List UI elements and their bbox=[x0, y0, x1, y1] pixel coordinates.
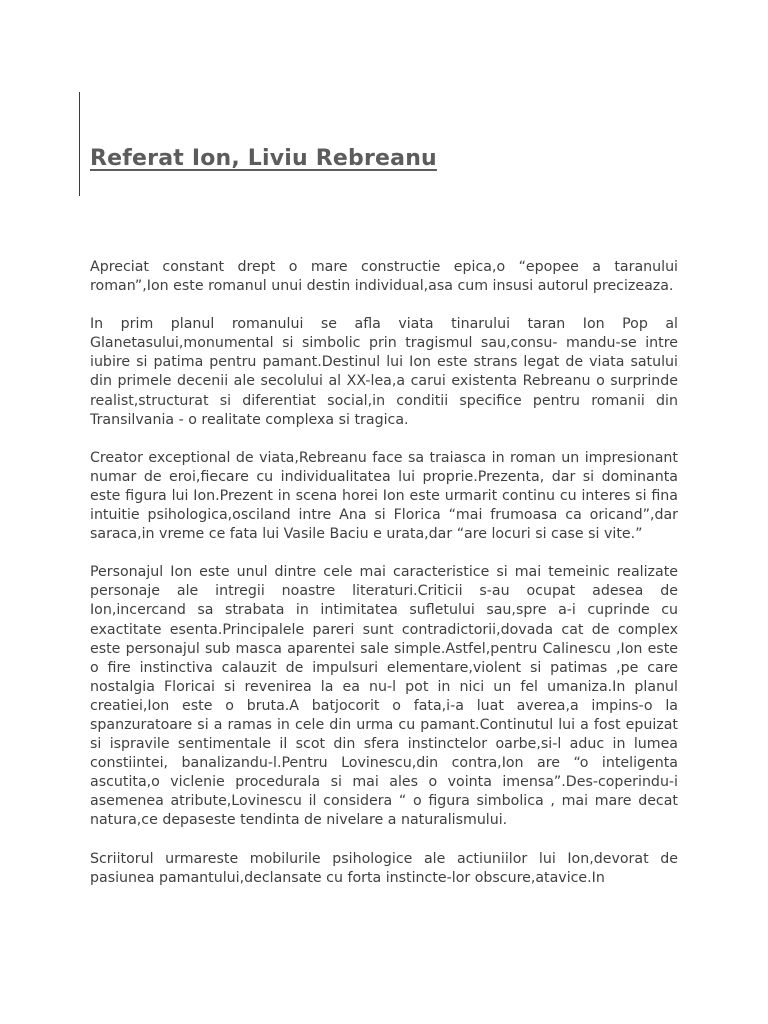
document-body bbox=[90, 258, 678, 907]
document-title: Referat Ion, Liviu Rebreanu bbox=[90, 146, 437, 171]
paragraph-plan: In prim planul romanului se afla viata tinarului taran Ion Pop al Glanetasului,monumental si simbolic prin tragismul sau,consu- mandu-se intre iubire si patima pentru pamant.Destinul lui Ion este strans legat de viata satului din primele decenii ale secolului al XX-lea,a carui existenta Rebreanu o surprinde realist,structurat si diferentiat social,in conditii specifice pentru romanii din Transilvania - o realitate complexa si tragica. bbox=[90, 316, 678, 428]
paragraph-creator: Creator exceptional de viata,Rebreanu face sa traiasca in roman un impresionant numar de eroi,fiecare cu individualitatea lui proprie.Prezenta, dar si dominanta este figura lui Ion.Prezent in scena horei Ion este urmarit continu cu interes si fina intuitie psihologica,osciland intre Ana si Florica “mai frumoasa ca oricand”,dar saraca,in vreme ce fata lui Vasile Baciu e urata,dar “are locuri si case si vite.” bbox=[90, 449, 678, 543]
paragraph-motives: Scriitorul urmareste mobilurile psihologice ale actiuniilor lui Ion,devorat de pasiunea pamantului,declansate cu forta instincte-lor obscure,atavice.In bbox=[90, 850, 678, 886]
paragraph-intro: Apreciat constant drept o mare constructie epica,o “epopee a taranului roman”,Ion este romanul unui destin individual,asa cum insusi autorul precizeaza. bbox=[90, 259, 678, 295]
paragraph-character: Personajul Ion este unul dintre cele mai caracteristice si mai temeinic realizate personaje ale intregii noastre literaturi.Criticii s-au ocupat adesea de Ion,incercand sa strabata in intimitatea sufletului sau,spre a-i cuprinde cu exactitate esenta.Principalele pareri sunt contradictorii,dovada cat de complex este personajul sub masca aparentei sale simple.Astfel,pentru Calinescu ,Ion este o fire instinctiva calauzit de impulsuri elementare,violent si patimas ,pe care nostalgia Floricai si revenirea la ea nu-l pot in nici un fel umaniza.In planul creatiei,Ion este o bruta.A batjocorit o fata,i-a luat averea,a impins-o la spanzuratoare si a ramas in cele din urma cu pamant.Continutul lui a fost epuizat si ispravile sentimentale il scot din sfera instinctelor oarbe,si-l aduc in lumea constiintei, banalizandu-l.Pentru Lovinescu,din contra,Ion are “o inteligenta ascutita,o viclenie procedurala si mai ales o vointa imensa”.Des-coperindu-i asemenea atribute,Lovinescu il considera “ o figura simbolica , mai mare decat natura,ce depaseste tendinta de nivelare a naturalismului. bbox=[90, 564, 678, 829]
margin-rule bbox=[79, 92, 80, 196]
